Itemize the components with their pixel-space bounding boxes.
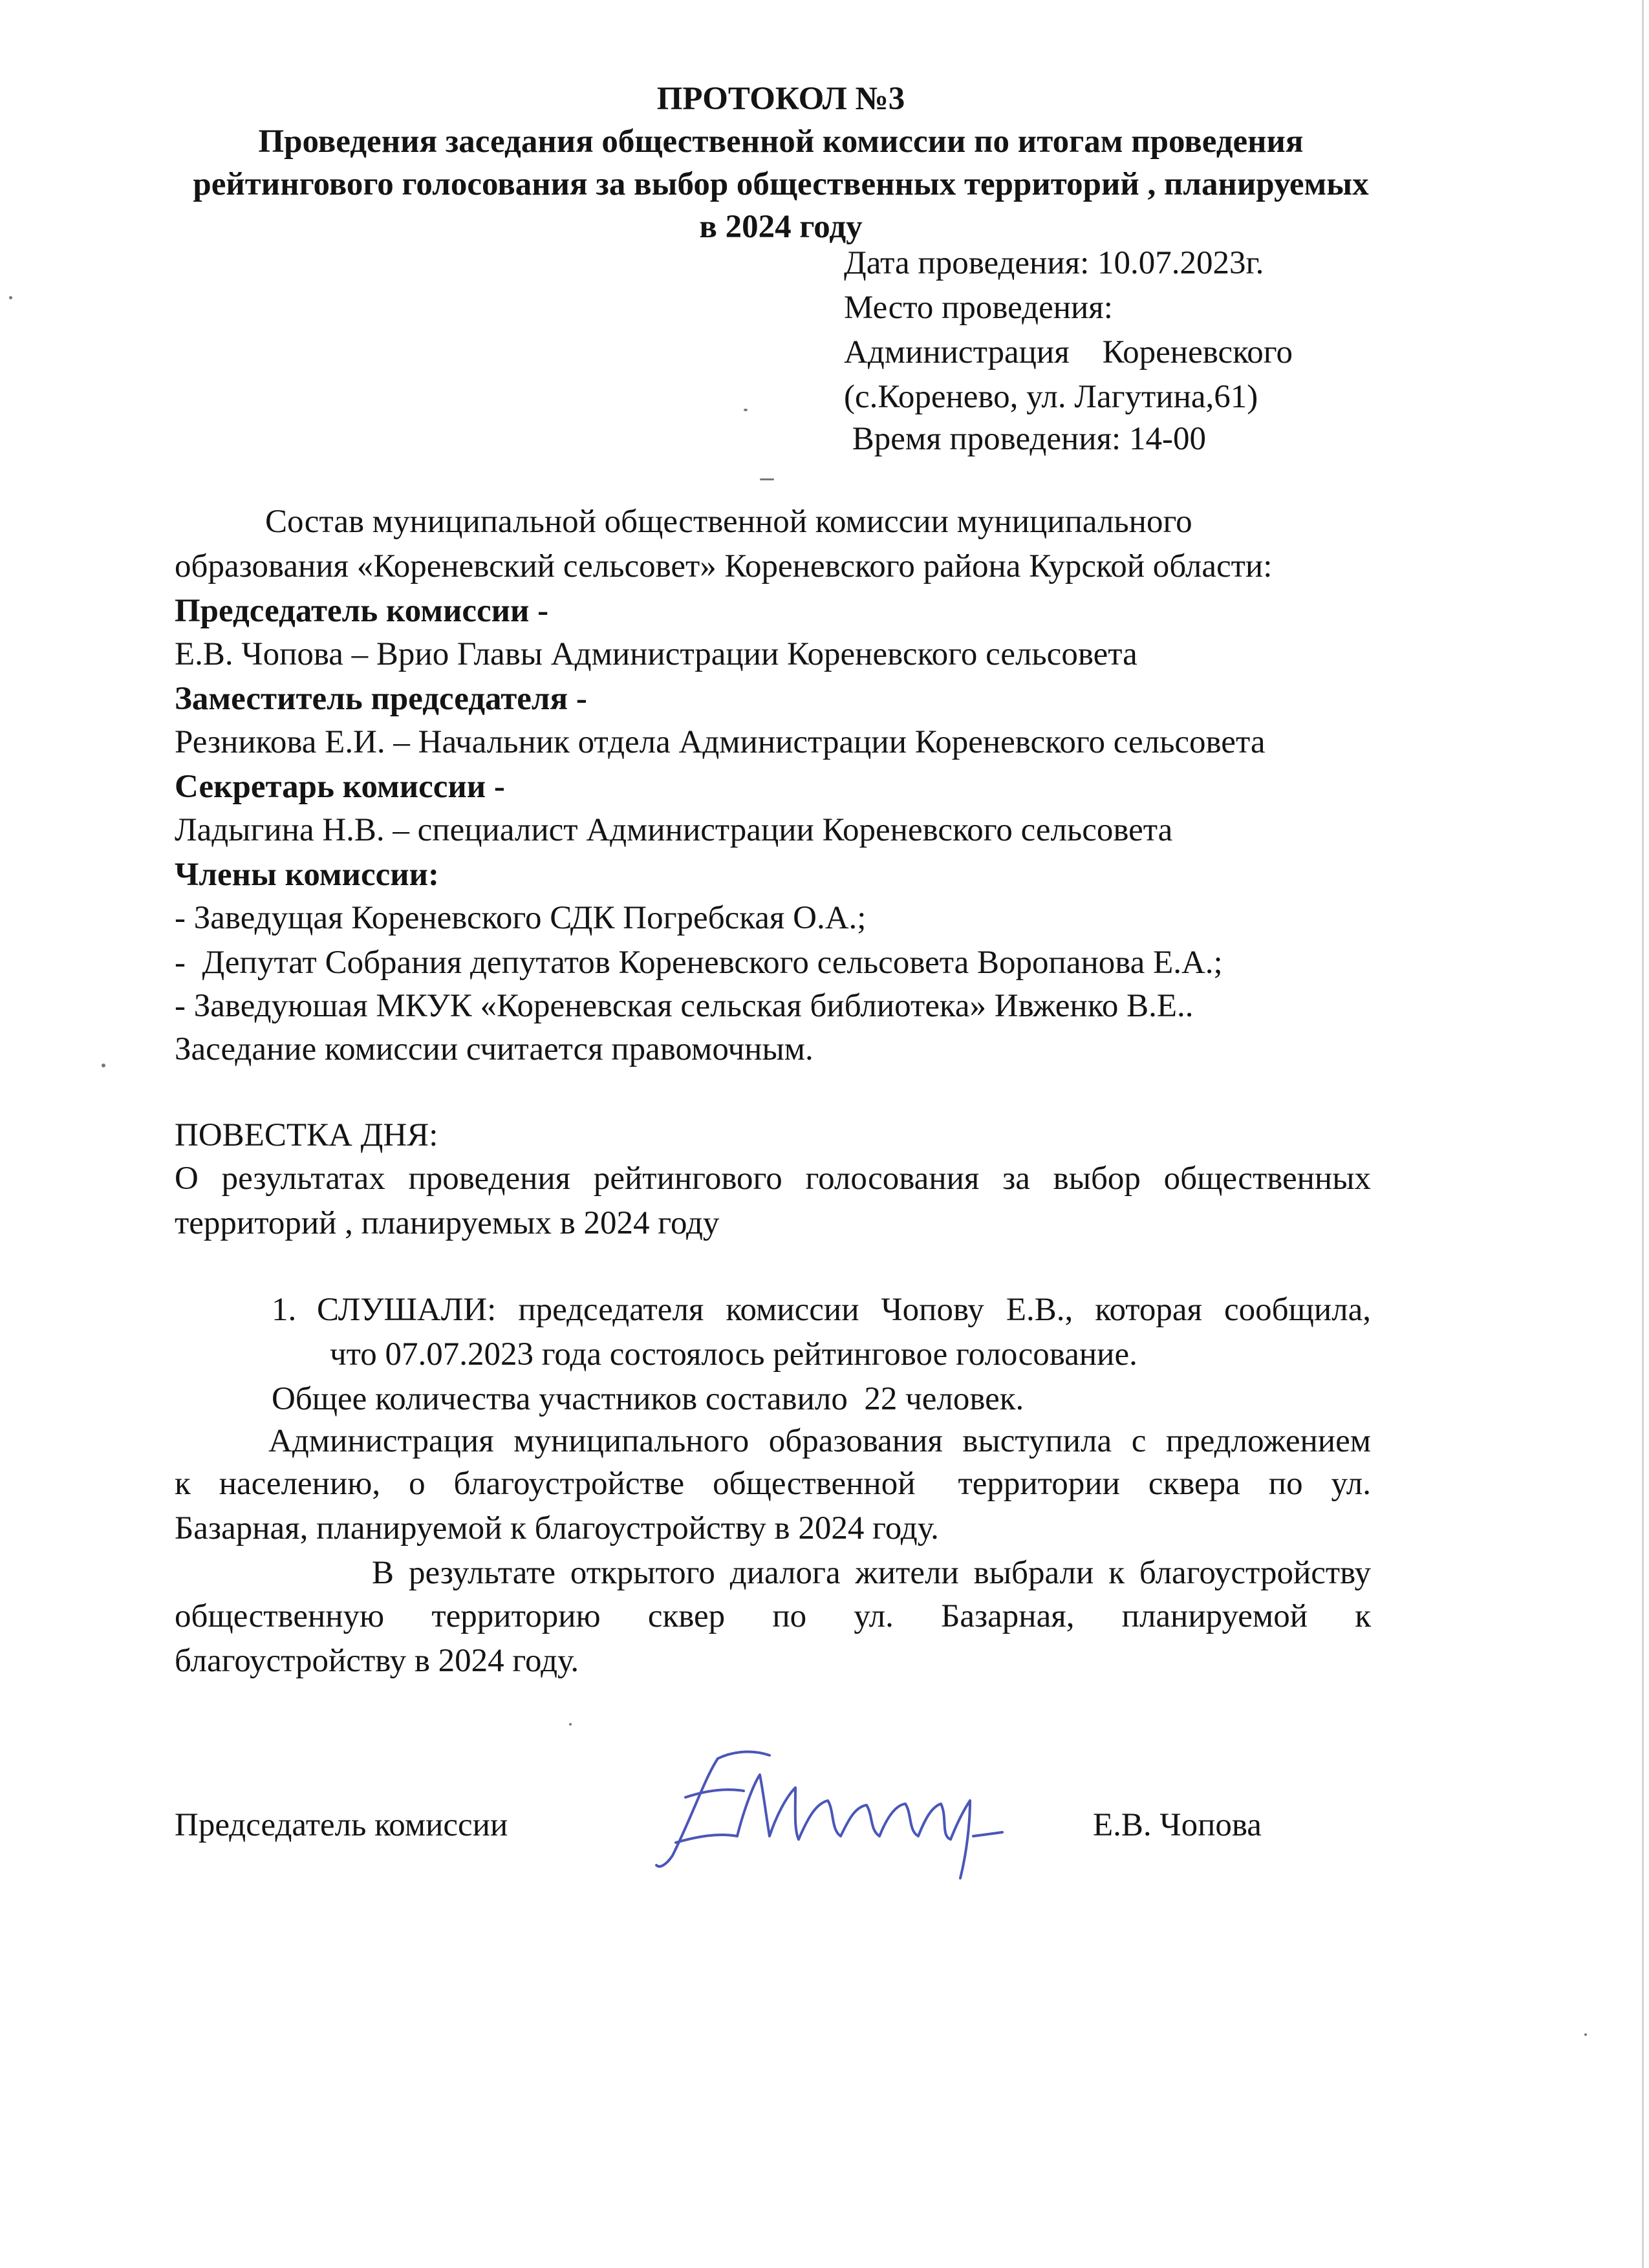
scan-speck xyxy=(569,1723,572,1726)
item-heard-line-2: что 07.07.2023 года состоялось рейтинговое голосование. xyxy=(330,1336,1137,1373)
members-heading: Члены комиссии: xyxy=(175,857,440,893)
document-subtitle-line-3: в 2024 году xyxy=(699,209,863,245)
composition-intro-line-1: Состав муниципальной общественной комиссии муниципального xyxy=(265,504,1192,540)
deputy-name: Резникова Е.И. – Начальник отдела Администрации Кореневского сельсовета xyxy=(175,724,1266,760)
participants-count: Общее количества участников составило 22 человек. xyxy=(272,1381,1024,1417)
scan-speck xyxy=(1584,2033,1587,2036)
meeting-place-address: (с.Коренево, ул. Лагутина,61) xyxy=(844,379,1258,415)
scan-speck xyxy=(744,409,748,411)
secretary-heading: Секретарь комиссии - xyxy=(175,769,505,805)
agenda-heading: ПОВЕСТКА ДНЯ: xyxy=(175,1117,438,1153)
document-subtitle-line-1: Проведения заседания общественной комиссии по итогам проведения xyxy=(258,123,1304,160)
scan-speck xyxy=(102,1064,105,1067)
result-line-1: В результате открытого диалога жители выбрали к благоустройству xyxy=(372,1555,1371,1591)
handwritten-signature xyxy=(647,1739,1009,1888)
deputy-heading: Заместитель председателя - xyxy=(175,681,587,717)
member-item: - Заведущая Кореневского СДК Погребская О.А.; xyxy=(175,900,867,936)
quorum-statement: Заседание комиссии считается правомочным. xyxy=(175,1031,814,1067)
scan-speck xyxy=(760,478,774,480)
agenda-text-line-2: территорий , планируемых в 2024 году xyxy=(175,1205,720,1241)
proposal-line-2: к населению, о благоустройстве общественной территории сквера по ул. xyxy=(175,1466,1371,1502)
item-heard-line-1: СЛУШАЛИ: председателя комиссии Чопову Е.В., которая сообщила, xyxy=(317,1292,1371,1328)
signature-name: Е.В. Чопова xyxy=(1093,1807,1262,1843)
composition-intro-line-2: образования «Кореневский сельсовет» Кореневского района Курской области: xyxy=(175,548,1273,584)
agenda-text-line-1: О результатах проведения рейтингового голосования за выбор общественных xyxy=(175,1161,1371,1197)
document-title: ПРОТОКОЛ №3 xyxy=(656,81,905,117)
meeting-place-label: Место проведения: xyxy=(844,290,1113,326)
member-item: - Заведуюшая МКУК «Кореневская сельская библиотека» Ивженко В.Е.. xyxy=(175,988,1194,1024)
proposal-line-1: Администрация муниципального образования выступила с предложением xyxy=(268,1423,1371,1459)
secretary-name: Ладыгина Н.В. – специалист Администрации Кореневского сельсовета xyxy=(175,812,1173,848)
member-item: - Депутат Собрания депутатов Кореневского сельсовета Воропанова Е.А.; xyxy=(175,945,1223,981)
meeting-time: Время проведения: 14-00 xyxy=(844,421,1206,457)
proposal-line-3: Базарная, планируемой к благоустройству в 2024 году. xyxy=(175,1510,939,1546)
item-number: 1. xyxy=(272,1292,297,1328)
meeting-date: Дата проведения: 10.07.2023г. xyxy=(844,245,1264,281)
result-line-2: общественную территорию сквер по ул. Базарная, планируемой к xyxy=(175,1598,1371,1634)
scan-speck xyxy=(9,296,12,299)
chair-name: Е.В. Чопова – Врио Главы Администрации Кореневского сельсовета xyxy=(175,636,1137,672)
chair-heading: Председатель комиссии - xyxy=(175,593,549,629)
result-line-3: благоустройству в 2024 году. xyxy=(175,1643,579,1679)
meeting-place-org: Администрация Кореневского xyxy=(844,334,1293,370)
document-subtitle-line-2: рейтингового голосования за выбор общественных территорий , планируемых xyxy=(193,166,1369,202)
signature-role: Председатель комиссии xyxy=(175,1807,508,1843)
scan-edge-line xyxy=(1642,0,1644,2268)
